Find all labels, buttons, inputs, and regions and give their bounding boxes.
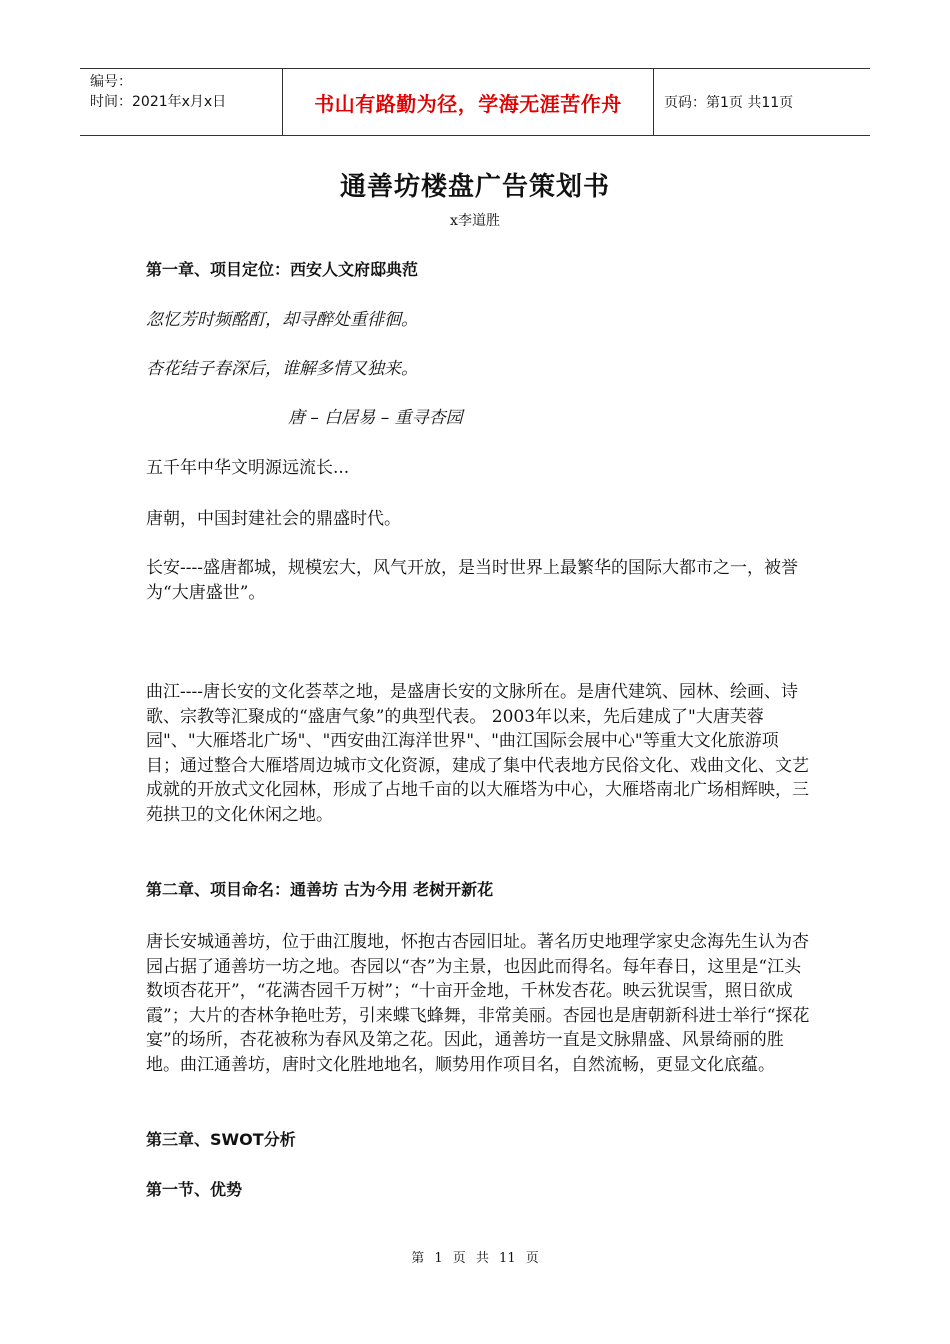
header-page-label: 页码：第1页 共11页 [664, 95, 794, 111]
document-author: x李道胜 [450, 213, 500, 229]
chapter1-para-4: 曲江----唐长安的文化荟萃之地，是盛唐长安的文脉所在。是唐代建筑、园林、绘画、诗歌、宗教等汇聚成的“盛唐气象”的典型代表。 2003年以来，先后建成了"大唐芙蓉园"、"大雁塔北广场"、"西安曲江海洋世界"、"曲江国际会展中心"等重大文化旅游项目；通过整合大雁塔周边城市文化资源，建成了集中代表地方民俗文化、戏曲文化、文艺成就的开放式文化园林，形成了占地千亩的以大雁塔为中心，大雁塔南北广场相辉映，三苑拱卫的文化休闲之地。 [146, 682, 809, 825]
document-header [80, 68, 870, 136]
header-motto: 书山有路勤为径，学海无涯苦作舟 [282, 69, 654, 135]
chapter1-para-1: 五千年中华文明源远流长... [146, 458, 350, 478]
poem-line-1: 忽忆芳时频酩酊，却寻醉处重徘徊。 [146, 310, 418, 330]
number-label: 编号： [90, 74, 132, 90]
document-title: 通善坊楼盘广告策划书 [339, 172, 610, 202]
chapter1-para-2: 唐朝，中国封建社会的鼎盛时代。 [146, 509, 401, 529]
chapter2-heading: 第二章、项目命名：通善坊 古为今用 老树开新花 [146, 880, 494, 899]
page-footer: 第 1 页 共 11 页 [411, 1251, 539, 1266]
poem-attribution: 唐 – 白居易 – 重寻杏园 [288, 408, 463, 428]
chapter1-heading: 第一章、项目定位：西安人文府邸典范 [146, 260, 419, 279]
chapter2-para-1: 唐长安城通善坊，位于曲江腹地，怀抱古杏园旧址。著名历史地理学家史念海先生认为杏园占据了通善坊一坊之地。杏园以“杏”为主景，也因此而得名。每年春日，这里是“江头数顷杏花开”，“花满杏园千万树”；“十亩开金地，千林发杏花。映云犹误雪，照日欲成霞”；大片的杏林争艳吐芳，引来蝶飞蜂舞，非常美丽。杏园也是唐朝新科进士举行“探花宴”的场所，杏花被称为春风及第之花。因此，通善坊一直是文脉鼎盛、风景绮丽的胜地。曲江通善坊，唐时文化胜地地名，顺势用作项目名，自然流畅，更显文化底蕴。 [146, 932, 810, 1075]
poem-line-2: 杏花结子春深后，谁解多情又独来。 [146, 359, 418, 379]
date-label: 时间：2021年x月x日 [90, 94, 227, 110]
chapter1-para-3: 长安----盛唐都城，规模宏大，风气开放，是当时世界上最繁华的国际大都市之一，被誉为“大唐盛世”。 [146, 558, 798, 603]
section1-heading: 第一节、优势 [146, 1180, 243, 1199]
header-meta [80, 69, 282, 135]
chapter3-heading: 第三章、SWOT分析 [146, 1130, 296, 1149]
